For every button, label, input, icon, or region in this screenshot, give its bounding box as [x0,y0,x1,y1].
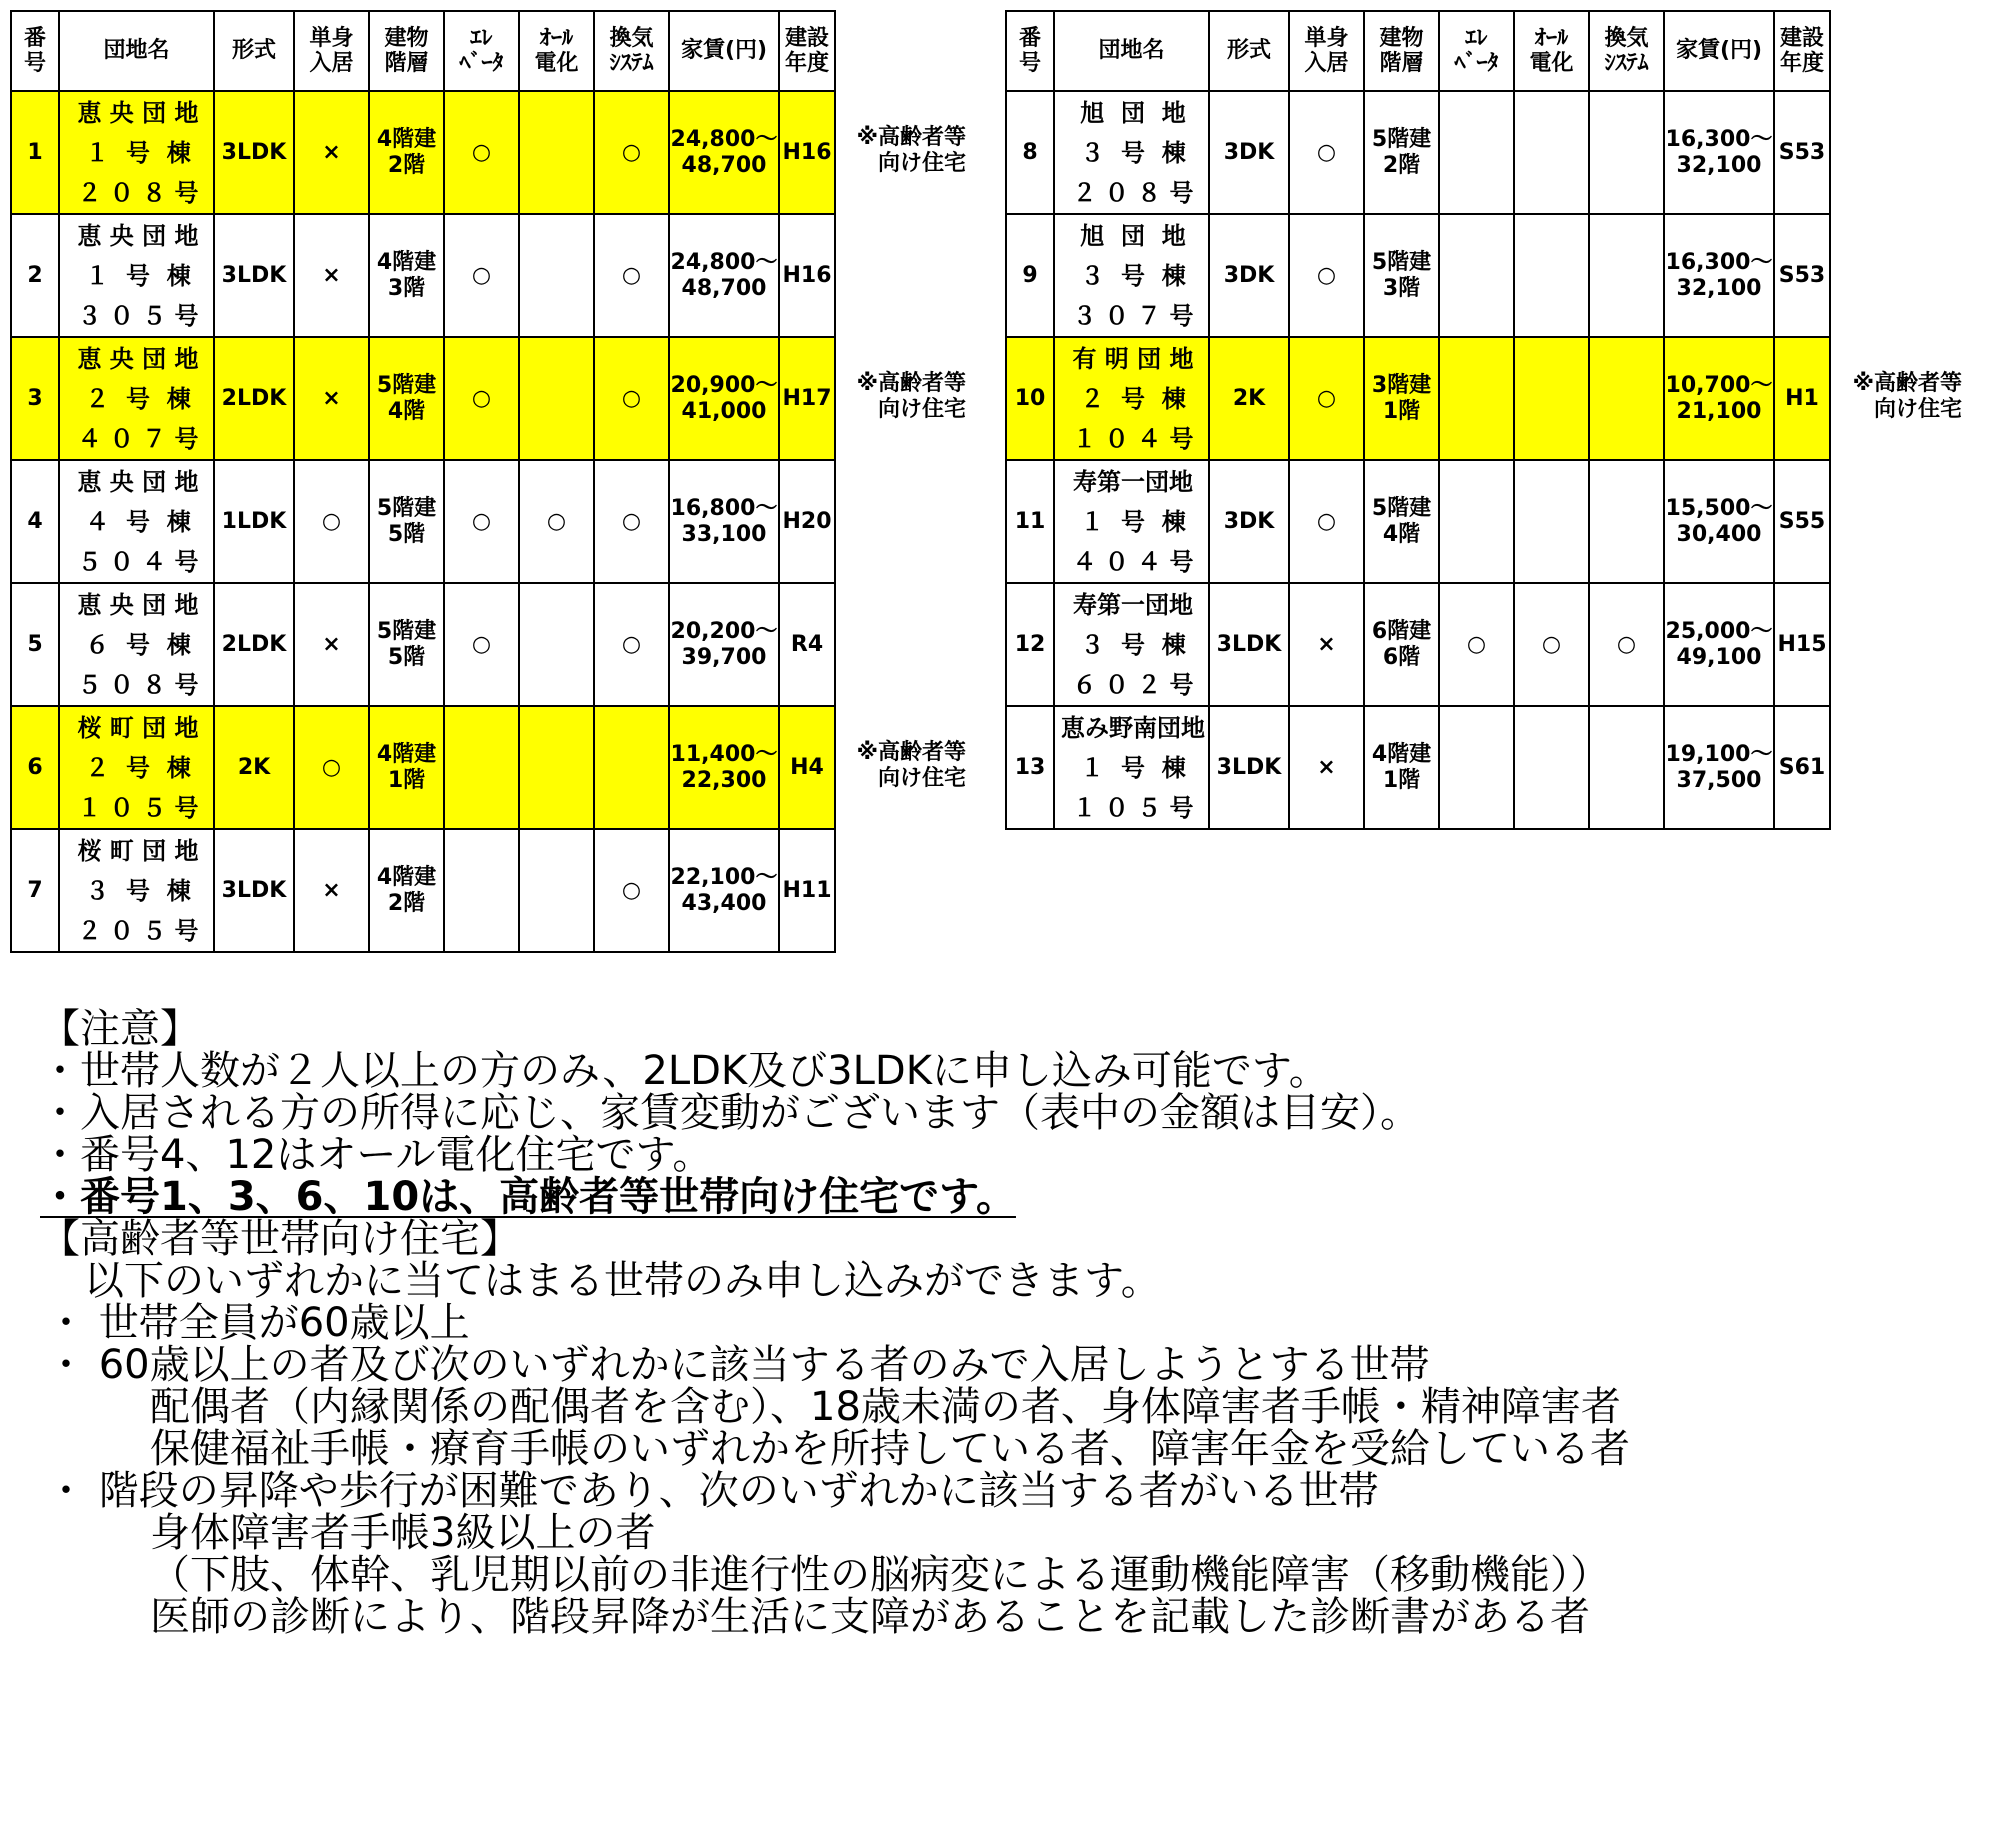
rent-line: 49,100 [1676,644,1762,670]
floor-line: 4階 [387,398,426,424]
rent-line: 16,800～ [670,496,778,522]
cell-single: × [294,337,369,460]
name-line: ３ ０ ７ 号 [1072,301,1194,330]
cell-ventilation [1589,706,1664,829]
cell-floor [369,829,444,952]
floor-line: 5階建 [376,373,437,399]
name-line: ３ 号 棟 [1080,261,1186,290]
condition-2-detail: 配偶者（内縁関係の配偶者を含む）、18歳未満の者、身体障害者手帳・精神障害者 [150,1384,1621,1430]
rent-line: 43,400 [681,890,767,916]
rent-line: 21,100 [1676,398,1762,424]
cell-floor [1364,337,1439,460]
name-line: 恵 央 団 地 [77,98,199,127]
cell-year: H11 [779,829,835,952]
cell-year: S53 [1774,91,1830,214]
cell-elevator: ○ [444,337,519,460]
floor-line: 3階建 [1371,373,1432,399]
caution-senior-item: ・番号1、3、6、10は、高齢者等世帯向け住宅です。 [40,1174,1016,1220]
cell-single: ○ [1289,91,1364,214]
header-no: 番 号 [1006,11,1054,91]
cell-all-electric [1514,706,1589,829]
senior-note-line: ※高齢者等 [856,739,966,765]
floor-line: 5階建 [1371,127,1432,153]
cell-ventilation: ○ [594,337,669,460]
name-line: １ 号 棟 [1080,507,1186,536]
cell-ventilation [1589,460,1664,583]
condition-3-detail: 医師の診断により、階段昇降が生活に支障があることを記載した診断書がある者 [150,1594,1590,1640]
cell-floor [369,583,444,706]
rent-line: 32,100 [1676,152,1762,178]
table-row [11,706,835,829]
cell-type: 3DK [1209,214,1289,337]
cell-single: × [294,91,369,214]
caution-item: ・世帯人数が２人以上の方のみ、2LDK及び3LDKに申し込み可能です。 [40,1048,1329,1094]
cell-type: 2LDK [214,337,294,460]
floor-line: 4階建 [376,742,437,768]
floor-line: 3階 [1382,275,1421,301]
cell-rent [1664,91,1774,214]
rent-line: 25,000～ [1665,619,1773,645]
cell-rent [669,214,779,337]
cell-floor [369,214,444,337]
name-line: 桜 町 団 地 [77,836,199,865]
rent-line: 39,700 [681,644,767,670]
table-row [1006,91,1830,214]
name-line: 旭 団 地 [1080,221,1186,250]
cell-year: H15 [1774,583,1830,706]
cell-elevator [1439,214,1514,337]
senior-note-line: 向け住宅 [877,765,966,791]
rent-line: 48,700 [681,152,767,178]
cell-floor [369,91,444,214]
cell-year: S55 [1774,460,1830,583]
header-elevator: ｴﾚ ﾍﾞｰﾀ [1439,11,1514,91]
cell-single: × [1289,706,1364,829]
table-row [11,214,835,337]
name-line: ２ 号 棟 [85,384,191,413]
cell-type: 1LDK [214,460,294,583]
cell-ventilation: ○ [594,829,669,952]
floor-line: 1階 [387,767,426,793]
cell-type: 3LDK [1209,583,1289,706]
table-body-left [11,91,835,952]
senior-housing-note [1832,371,1962,424]
name-line: 恵 央 団 地 [77,590,199,619]
rent-line: 20,900～ [670,373,778,399]
name-line: ３ 号 棟 [85,876,191,905]
cell-year: H16 [779,91,835,214]
cell-floor [1364,460,1439,583]
cell-all-electric [519,583,594,706]
cell-ventilation [1589,337,1664,460]
condition-2-detail: 保健福祉手帳・療育手帳のいずれかを所持している者、障害年金を受給している者 [150,1426,1630,1472]
rent-line: 37,500 [1676,767,1762,793]
cell-elevator [1439,91,1514,214]
caution-item: ・入居される方の所得に応じ、家賃変動がございます（表中の金額は目安）。 [40,1090,1420,1136]
cell-all-electric [519,829,594,952]
table-row [11,460,835,583]
cell-rent [669,91,779,214]
cell-all-electric [1514,91,1589,214]
header-all-electric: ｵｰﾙ 電化 [1514,11,1589,91]
name-line: １ ０ ４ 号 [1072,424,1194,453]
cell-single: ○ [1289,460,1364,583]
rent-line: 11,400～ [670,742,778,768]
cell-single: ○ [1289,337,1364,460]
cell-name [1054,337,1209,460]
cell-no: 11 [1006,460,1054,583]
name-line: ３ 号 棟 [1080,138,1186,167]
cell-rent [669,829,779,952]
rent-line: 30,400 [1676,521,1762,547]
cell-ventilation: ○ [594,460,669,583]
floor-line: 5階 [387,521,426,547]
condition-2: ・ 60歳以上の者及び次のいずれかに該当する者のみで入居しようとする世帯 [46,1342,1430,1388]
cell-type: 3DK [1209,460,1289,583]
cell-name [1054,583,1209,706]
cell-ventilation: ○ [594,583,669,706]
cell-floor [369,706,444,829]
rent-line: 19,100～ [1665,742,1773,768]
senior-note-line: 向け住宅 [1873,396,1962,422]
cell-name [1054,460,1209,583]
cell-elevator: ○ [444,91,519,214]
rent-line: 24,800～ [670,127,778,153]
cell-ventilation: ○ [594,214,669,337]
floor-line: 1階 [1382,767,1421,793]
header-name: 団地名 [59,11,214,91]
cell-single: × [294,583,369,706]
rent-line: 10,700～ [1665,373,1773,399]
cell-name [59,91,214,214]
header-single: 単身 入居 [294,11,369,91]
floor-line: 3階 [387,275,426,301]
cell-year: H1 [1774,337,1830,460]
cell-elevator: ○ [444,583,519,706]
cell-type: 2K [214,706,294,829]
rent-line: 22,300 [681,767,767,793]
name-line: ２ ０ ５ 号 [77,916,199,945]
cell-name [59,583,214,706]
senior-housing-intro: 以下のいずれかに当てはまる世帯のみ申し込みができます。 [84,1258,1161,1304]
housing-table-right [1005,10,1831,830]
cell-name [1054,706,1209,829]
floor-line: 4階建 [376,127,437,153]
header-elevator: ｴﾚ ﾍﾞｰﾀ [444,11,519,91]
senior-housing-note [836,371,966,424]
cell-all-electric [519,91,594,214]
cell-elevator [1439,337,1514,460]
cell-type: 3LDK [1209,706,1289,829]
floor-line: 6階 [1382,644,1421,670]
rent-line: 16,300～ [1665,250,1773,276]
cell-no: 3 [11,337,59,460]
header-no: 番 号 [11,11,59,91]
name-line: 有 明 団 地 [1072,344,1194,373]
floor-line: 5階建 [376,619,437,645]
rent-line: 32,100 [1676,275,1762,301]
header-rent: 家賃(円) [1664,11,1774,91]
header-type: 形式 [1209,11,1289,91]
table-row [11,91,835,214]
rent-line: 20,200～ [670,619,778,645]
header-floor: 建物 階層 [369,11,444,91]
name-line: １ 号 棟 [1080,753,1186,782]
name-line: 寿第一団地 [1073,467,1193,496]
cell-all-electric [519,337,594,460]
cell-rent [669,583,779,706]
senior-note-line: ※高齢者等 [856,124,966,150]
cell-rent [669,706,779,829]
name-line: 桜 町 団 地 [77,713,199,742]
name-line: １ 号 棟 [85,138,191,167]
rent-line: 15,500～ [1665,496,1773,522]
senior-note-line: 向け住宅 [877,396,966,422]
cell-elevator: ○ [444,460,519,583]
cell-floor [1364,706,1439,829]
floor-line: 2階 [387,152,426,178]
name-line: ５ ０ ８ 号 [77,670,199,699]
floor-line: 4階建 [1371,742,1432,768]
table-row [11,583,835,706]
cell-all-electric [519,706,594,829]
cell-no: 6 [11,706,59,829]
table-row [11,337,835,460]
cell-floor [369,460,444,583]
cell-name [1054,91,1209,214]
condition-3-detail: 身体障害者手帳3級以上の者 [150,1510,656,1556]
table-header-row [1006,11,1830,91]
cell-year: S61 [1774,706,1830,829]
cell-elevator: ○ [1439,583,1514,706]
table-row [1006,583,1830,706]
senior-housing-title: 【高齢者等世帯向け住宅】 [40,1216,520,1262]
cell-year: H16 [779,214,835,337]
name-line: ４ 号 棟 [85,507,191,536]
header-single: 単身 入居 [1289,11,1364,91]
cell-name [59,706,214,829]
header-ventilation: 換気 ｼｽﾃﾑ [1589,11,1664,91]
cell-no: 4 [11,460,59,583]
cell-year: H17 [779,337,835,460]
name-line: １ ０ ５ 号 [77,793,199,822]
cell-floor [1364,91,1439,214]
name-line: 恵 央 団 地 [77,344,199,373]
cell-rent [1664,460,1774,583]
table-row [11,829,835,952]
cell-no: 8 [1006,91,1054,214]
name-line: 恵み野南団地 [1061,713,1205,742]
name-line: ５ ０ ４ 号 [77,547,199,576]
header-type: 形式 [214,11,294,91]
header-floor: 建物 階層 [1364,11,1439,91]
floor-line: 2階 [1382,152,1421,178]
floor-line: 2階 [387,890,426,916]
name-line: ６ 号 棟 [85,630,191,659]
header-rent: 家賃(円) [669,11,779,91]
name-line: 恵 央 団 地 [77,221,199,250]
cell-type: 3DK [1209,91,1289,214]
senior-housing-note [836,125,966,178]
cell-elevator: ○ [444,214,519,337]
header-ventilation: 換気 ｼｽﾃﾑ [594,11,669,91]
cell-no: 1 [11,91,59,214]
cell-name [1054,214,1209,337]
cell-year: R4 [779,583,835,706]
cell-ventilation [594,706,669,829]
cell-year: H4 [779,706,835,829]
rent-line: 41,000 [681,398,767,424]
header-name: 団地名 [1054,11,1209,91]
cell-no: 2 [11,214,59,337]
name-line: ２ 号 棟 [85,753,191,782]
cell-rent [669,460,779,583]
cell-all-electric [1514,460,1589,583]
table-row [1006,214,1830,337]
cell-name [59,337,214,460]
caution-title: 【注意】 [40,1006,200,1052]
name-line: ３ ０ ５ 号 [77,301,199,330]
cell-type: 2LDK [214,583,294,706]
name-line: ６ ０ ２ 号 [1072,670,1194,699]
rent-line: 33,100 [681,521,767,547]
name-line: ２ ０ ８ 号 [77,178,199,207]
cell-single: × [1289,583,1364,706]
header-year: 建設 年度 [1774,11,1830,91]
cell-type: 3LDK [214,91,294,214]
floor-line: 5階建 [376,496,437,522]
floor-line: 5階建 [1371,250,1432,276]
floor-line: 5階 [387,644,426,670]
cell-elevator [444,706,519,829]
cell-single: × [294,829,369,952]
cell-single: ○ [294,460,369,583]
cell-single: × [294,214,369,337]
cell-no: 12 [1006,583,1054,706]
senior-housing-note [836,740,966,793]
cell-elevator [444,829,519,952]
floor-line: 6階建 [1371,619,1432,645]
table-row [1006,706,1830,829]
name-line: 寿第一団地 [1073,590,1193,619]
senior-note-line: ※高齢者等 [856,370,966,396]
floor-line: 4階建 [376,250,437,276]
rent-line: 22,100～ [670,865,778,891]
cell-ventilation [1589,91,1664,214]
condition-1: ・ 世帯全員が60歳以上 [46,1300,470,1346]
cell-year: H20 [779,460,835,583]
cell-year: S53 [1774,214,1830,337]
cell-type: 2K [1209,337,1289,460]
notes-section [40,1008,1990,1638]
table-row [1006,460,1830,583]
rent-line: 48,700 [681,275,767,301]
header-year: 建設 年度 [779,11,835,91]
caution-item: ・番号4、12はオール電化住宅です。 [40,1132,713,1178]
cell-no: 13 [1006,706,1054,829]
cell-rent [669,337,779,460]
floor-line: 1階 [1382,398,1421,424]
cell-name [59,460,214,583]
name-line: ２ ０ ８ 号 [1072,178,1194,207]
cell-floor [1364,214,1439,337]
cell-name [59,214,214,337]
name-line: 恵 央 団 地 [77,467,199,496]
cell-all-electric: ○ [519,460,594,583]
name-line: 旭 団 地 [1080,98,1186,127]
cell-ventilation: ○ [1589,583,1664,706]
condition-3: ・ 階段の昇降や歩行が困難であり、次のいずれかに該当する者がいる世帯 [46,1468,1379,1514]
cell-name [59,829,214,952]
senior-note-line: 向け住宅 [877,150,966,176]
floor-line: 4階建 [376,865,437,891]
rent-line: 24,800～ [670,250,778,276]
cell-floor [1364,583,1439,706]
cell-all-electric [1514,337,1589,460]
cell-no: 7 [11,829,59,952]
senior-note-line: ※高齢者等 [1852,370,1962,396]
cell-single: ○ [294,706,369,829]
cell-all-electric [519,214,594,337]
cell-single: ○ [1289,214,1364,337]
cell-no: 5 [11,583,59,706]
name-line: ４ ０ ７ 号 [77,424,199,453]
cell-type: 3LDK [214,214,294,337]
cell-ventilation [1589,214,1664,337]
floor-line: 4階 [1382,521,1421,547]
name-line: １ ０ ５ 号 [1072,793,1194,822]
table-row [1006,337,1830,460]
housing-table-left [10,10,836,953]
cell-rent [1664,583,1774,706]
header-all-electric: ｵｰﾙ 電化 [519,11,594,91]
table-body-right [1006,91,1830,829]
cell-elevator [1439,706,1514,829]
cell-ventilation: ○ [594,91,669,214]
name-line: ３ 号 棟 [1080,630,1186,659]
rent-line: 16,300～ [1665,127,1773,153]
name-line: ４ ０ ４ 号 [1072,547,1194,576]
cell-elevator [1439,460,1514,583]
cell-rent [1664,706,1774,829]
table-header-row [11,11,835,91]
cell-all-electric: ○ [1514,583,1589,706]
name-line: １ 号 棟 [85,261,191,290]
cell-no: 9 [1006,214,1054,337]
cell-no: 10 [1006,337,1054,460]
cell-rent [1664,337,1774,460]
cell-floor [369,337,444,460]
cell-rent [1664,214,1774,337]
floor-line: 5階建 [1371,496,1432,522]
condition-3-detail: （下肢、体幹、乳児期以前の非進行性の脳病変による運動機能障害（移動機能）） [150,1552,1610,1598]
cell-type: 3LDK [214,829,294,952]
cell-all-electric [1514,214,1589,337]
name-line: ２ 号 棟 [1080,384,1186,413]
